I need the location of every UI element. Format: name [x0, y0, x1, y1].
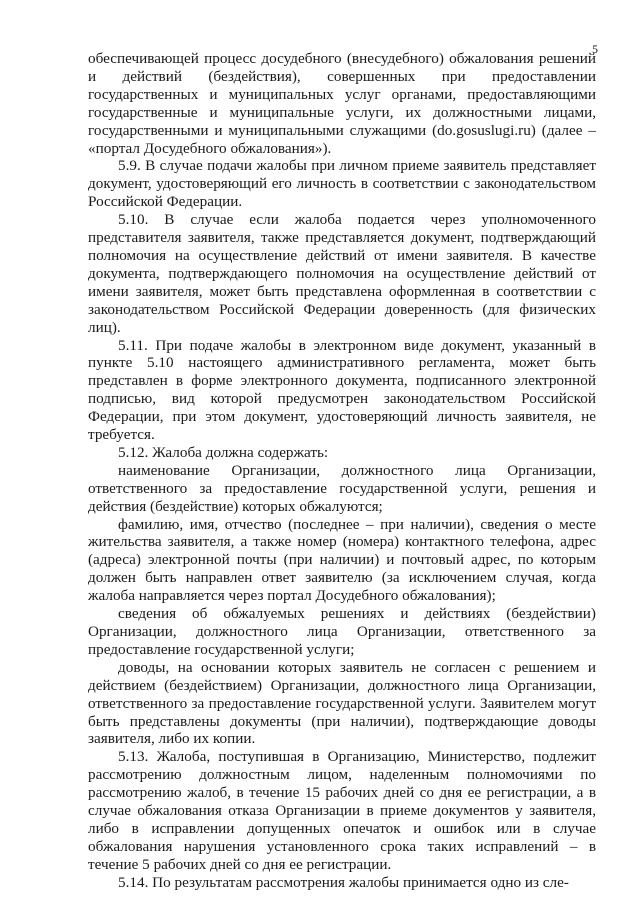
- list-item-arguments: доводы, на основании которых заявитель не согласен с решением и действием (бездействием) Организации, должностного лица Организации, ответственного за предоставление государственной услуги. Заявителем могут быть представлены документы (при наличии), подтверждающие доводы заявителя, либо их копии.: [88, 658, 596, 748]
- paragraph-portal-definition: обеспечивающей процесс досудебного (внесудебного) обжалования решений и действий (бездействия), совершенных при предоставлении государственных и муниципальных услуг органами, предоставляющими государственные и муниципальные услуги, их должностными лицами, государственными и муниципальными служащими (do.gosuslugi.ru) (далее – «портал Досудебного обжалования»).: [88, 50, 596, 157]
- list-item-applicant-details: фамилию, имя, отчество (последнее – при наличии), сведения о месте жительства заявителя, а также номер (номера) контактного телефона, адрес (адреса) электронной почты (при наличии) и почтовый адрес, по которым должен быть направлен ответ заявителю (за исключением случая, когда жалоба направляется через портал Досудебного обжалования);: [88, 515, 596, 605]
- document-body: [88, 50, 596, 892]
- list-item-appealed-decisions: сведения об обжалуемых решениях и действиях (бездействии) Организации, должностного лица Организации, ответственного за предоставление государственной услуги;: [88, 605, 596, 658]
- paragraph-5-11: 5.11. При подаче жалобы в электронном виде документ, указанный в пункте 5.10 настоящего административного регламента, может быть представлен в форме электронного документа, подписанного электронной подписью, вид которой предусмотрен законодательством Российской Федерации, при этом документ, удостоверяющий личность заявителя, не требуется.: [88, 336, 596, 444]
- paragraph-5-9: 5.9. В случае подачи жалобы при личном приеме заявитель представляет документ, удостоверяющий его личность в соответствии с законодательством Российской Федерации.: [88, 157, 596, 211]
- paragraph-5-12: 5.12. Жалоба должна содержать:: [118, 443, 329, 461]
- paragraph-5-14: 5.14. По результатам рассмотрения жалобы принимается одно из сле-: [118, 873, 569, 891]
- page-number: 5: [592, 42, 598, 56]
- paragraph-5-13: 5.13. Жалоба, поступившая в Организацию, Министерство, подлежит рассмотрению должностным лицом, наделенным полномочиями по рассмотрению жалоб, в течение 15 рабочих дней со дня ее регистрации, а в случае обжалования отказа Организации в приеме документов у заявителя, либо в исправлении допущенных опечаток и ошибок или в случае обжалования нарушения установленного срока таких исправлений – в течение 5 рабочих дней со дня ее регистрации.: [88, 748, 596, 873]
- list-item-organization-name: наименование Организации, должностного лица Организации, ответственного за предоставление государственной услуги, решения и действия (бездействие) которых обжалуются;: [88, 461, 596, 515]
- paragraph-5-10: 5.10. В случае если жалоба подается через уполномоченного представителя заявителя, также представляется документ, подтверждающий полномочия на осуществление действий от имени заявителя. В качестве документа, подтверждающего полномочия на осуществление действий от имени заявителя, может быть представлена оформленная в соответствии с законодательством Российской Федерации доверенность (для физических лиц).: [88, 211, 596, 336]
